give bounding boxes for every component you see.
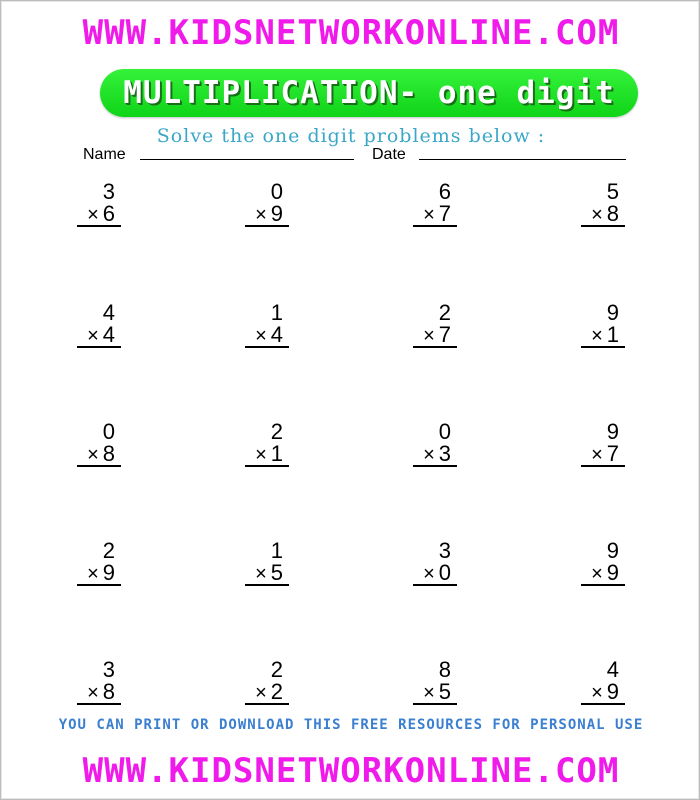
problem-item [413,540,457,586]
multiplier: 8 [102,679,115,704]
multiplier: 8 [102,441,115,466]
multiplicand: 9 [606,538,619,563]
multiplicand: 9 [606,419,619,444]
problem-item [581,421,625,467]
multiply-sign: × [423,682,435,704]
multiplicand: 0 [270,179,283,204]
instructions: Solve the one digit problems below : [156,125,546,147]
multiplier: 5 [438,679,451,704]
multiplier-row [245,203,289,227]
multiplier: 3 [438,441,451,466]
multiply-sign: × [591,563,603,585]
multiplier: 1 [270,441,283,466]
multiplier: 4 [102,322,115,347]
multiply-sign: × [255,682,267,704]
problem-item [245,540,289,586]
problem-item [413,302,457,348]
problem-item [245,181,289,227]
problem-item [77,181,121,227]
multiply-sign: × [87,444,99,466]
multiply-sign: × [87,204,99,226]
multiplier-row [581,443,625,467]
multiplier: 8 [606,201,619,226]
multiplier-row [413,681,457,705]
multiply-sign: × [423,325,435,347]
multiply-sign: × [591,204,603,226]
multiplier-row [581,681,625,705]
multiply-sign: × [591,444,603,466]
multiplier-row [245,324,289,348]
multiplier: 7 [438,201,451,226]
multiplier: 9 [102,560,115,585]
date-field-line[interactable] [419,159,626,160]
multiplier-row [245,681,289,705]
date-label: Date [372,146,406,163]
multiplier: 5 [270,560,283,585]
multiply-sign: × [255,204,267,226]
problem-item [581,181,625,227]
problem-item [413,659,457,705]
multiplicand: 4 [102,300,115,325]
multiply-sign: × [87,563,99,585]
multiplier: 7 [438,322,451,347]
problem-item [245,421,289,467]
multiplicand: 2 [438,300,451,325]
multiplicand: 4 [606,657,619,682]
multiplier: 9 [270,201,283,226]
multiplicand: 3 [102,657,115,682]
multiplicand: 2 [102,538,115,563]
multiplicand: 3 [102,179,115,204]
multiplier-row [77,203,121,227]
multiplicand: 2 [270,419,283,444]
site-url-top[interactable]: WWW.KIDSNETWORKONLINE.COM [82,13,620,53]
multiply-sign: × [87,325,99,347]
problem-item [413,421,457,467]
multiplier-row [77,681,121,705]
multiply-sign: × [255,563,267,585]
multiplicand: 1 [270,300,283,325]
problem-item [581,302,625,348]
multiplier-row [413,443,457,467]
multiplicand: 0 [438,419,451,444]
multiplier-row [581,203,625,227]
multiplier: 1 [606,322,619,347]
multiply-sign: × [591,682,603,704]
multiply-sign: × [255,444,267,466]
problem-item [77,302,121,348]
multiplicand: 9 [606,300,619,325]
title-banner [100,69,638,117]
multiply-sign: × [423,563,435,585]
multiplier: 2 [270,679,283,704]
multiplicand: 6 [438,179,451,204]
multiplier: 9 [606,560,619,585]
multiply-sign: × [87,682,99,704]
multiplicand: 2 [270,657,283,682]
multiply-sign: × [423,204,435,226]
usage-note: YOU CAN PRINT OR DOWNLOAD THIS FREE RESOURCES FOR PERSONAL USE [58,717,644,733]
multiplier-row [77,562,121,586]
multiplier-row [413,562,457,586]
multiplicand: 3 [438,538,451,563]
multiply-sign: × [423,444,435,466]
problem-item [77,659,121,705]
problem-item [245,659,289,705]
problem-item [581,540,625,586]
name-label: Name [83,146,126,163]
problem-item [77,421,121,467]
multiplier-row [581,324,625,348]
multiplier: 7 [606,441,619,466]
problem-item [581,659,625,705]
multiplier-row [581,562,625,586]
multiplier: 0 [438,560,451,585]
problem-item [413,181,457,227]
name-field-line[interactable] [140,159,354,160]
multiplier-row [413,324,457,348]
multiplier-row [245,443,289,467]
multiplier-row [77,324,121,348]
multiply-sign: × [255,325,267,347]
multiplier-row [77,443,121,467]
multiplicand: 8 [438,657,451,682]
worksheet-title: MULTIPLICATION- one digit [123,75,615,111]
multiply-sign: × [591,325,603,347]
multiplier-row [245,562,289,586]
multiplier: 9 [606,679,619,704]
multiplicand: 0 [102,419,115,444]
problem-item [77,540,121,586]
multiplier-row [413,203,457,227]
multiplier: 6 [102,201,115,226]
multiplicand: 1 [270,538,283,563]
problem-item [245,302,289,348]
multiplier: 4 [270,322,283,347]
multiplicand: 5 [606,179,619,204]
site-url-bottom[interactable]: WWW.KIDSNETWORKONLINE.COM [82,751,620,791]
